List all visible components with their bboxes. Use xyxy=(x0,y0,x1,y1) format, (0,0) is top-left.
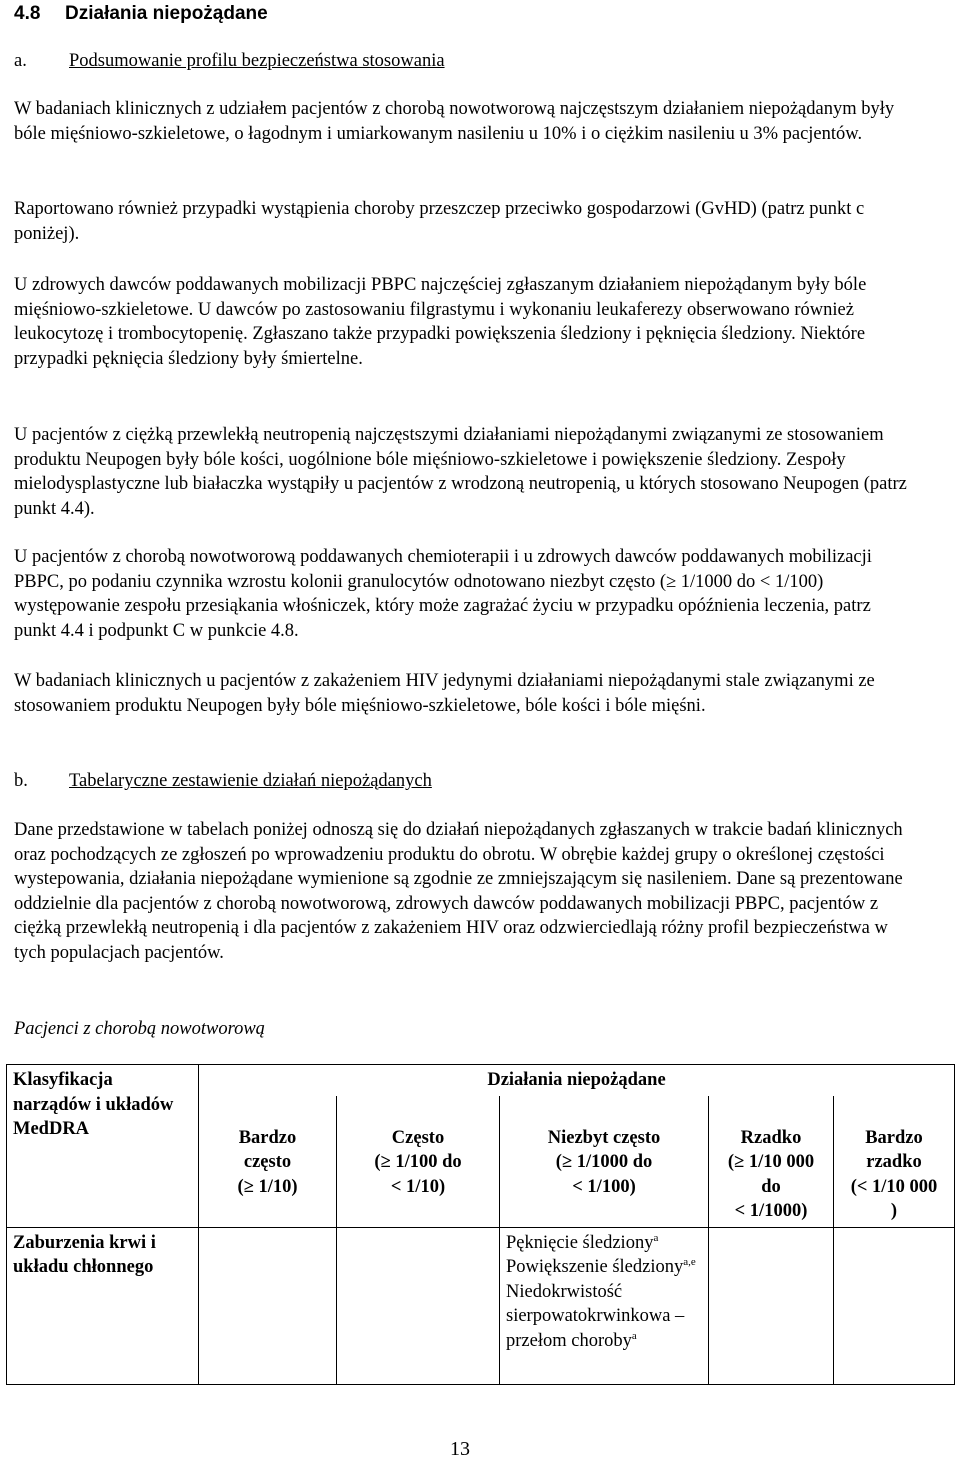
cell-very-rare xyxy=(834,1227,955,1384)
freq-header-common: Często (≥ 1/100 do < 1/10) xyxy=(337,1096,500,1228)
subsection-a-heading xyxy=(14,49,445,73)
paragraph-a-6: W badaniach klinicznych u pacjentów z zakażeniem HIV jedynymi działaniami niepożądanymi stale związanymi ze stosowaniem produktu Neupogen były bóle mięśniowo-szkieletowe, bóle kości i bóle mięśni. xyxy=(14,671,875,716)
freq-header-rare: Rzadko (≥ 1/10 000 do < 1/1000) xyxy=(709,1096,834,1228)
cell-very-common xyxy=(199,1227,337,1384)
freq-header-very-rare: Bardzo rzadko (< 1/10 000 ) xyxy=(834,1096,955,1228)
subsection-b-letter: b. xyxy=(14,771,28,791)
subsection-b-heading xyxy=(14,769,432,793)
paragraph-b: Dane przedstawione w tabelach poniżej odnoszą się do działań niepożądanych zgłaszanych w trakcie badań klinicznych oraz pochodzących ze zgłoszeń po wprowadzeniu produktu do obrotu. W obrębie każdej grupy o określonej częstości wystepowania, działania niepożądane wymienione są zgodnie ze zmniejszającym się nasileniem. Dane są prezentowane oddzielnie dla pacjentów z chorobą nowotworową, zdrowych dawców poddawanych mobilizacji PBPC, pacjentów z ciężką przewlekłą neutropenią i dla pacjentów z zakażeniem HIV oraz odzwierciedlają różny profil bezpieczeństwa w tych populacjach pacjentów. xyxy=(14,820,903,963)
freq-header-uncommon: Niezbyt często (≥ 1/1000 do < 1/100) xyxy=(500,1096,709,1228)
paragraph-a-3: U zdrowych dawców poddawanych mobilizacji PBPC najczęściej zgłaszanym działaniem niepożądanym były bóle mięśniowo-szkieletowe. U dawców po zastosowaniu filgrastymu i wykonaniu leukaferezy obserwowano również leukocytozę i trombocytopenię. Zgłaszano także przypadki powiększenia śledziony i pęknięcia śledziony. Niektóre przypadki pęknięcia śledziony były śmiertelne. xyxy=(14,275,867,369)
table-header-row xyxy=(7,1065,955,1096)
col-header-soc: Klasyfikacja narządów i układów MedDRA xyxy=(7,1065,199,1228)
subsection-a-title: Podsumowanie profilu bezpieczeństwa stosowania xyxy=(69,51,445,71)
paragraph-a-1: W badaniach klinicznych z udziałem pacjentów z chorobą nowotworową najczęstszym działaniem niepożądanym były bóle mięśniowo-szkieletowe, o łagodnym i umiarkowanym nasileniu u 10% i o ciężkim nasileniu u 3% pacjentów. xyxy=(14,99,895,144)
cell-rare xyxy=(709,1227,834,1384)
adverse-events-table xyxy=(6,1064,955,1385)
ae-item: Pęknięcie śledziony$^a$ xyxy=(506,1231,659,1253)
page-number: 13 xyxy=(450,1438,470,1460)
ae-item: Powiększenie śledziony$^{a,e}$ xyxy=(506,1255,696,1277)
section-heading xyxy=(14,2,268,26)
paragraph-a-2: Raportowano również przypadki wystąpienia choroby przeszczep przeciwko gospodarzowi (GvHD) (patrz punkt c poniżej). xyxy=(14,199,865,244)
col-group-header: Działania niepożądane xyxy=(199,1065,955,1096)
cell-uncommon xyxy=(500,1227,709,1384)
row-soc-blood: Zaburzenia krwi i układu chłonnego xyxy=(7,1227,199,1384)
subsection-b-title: Tabelaryczne zestawienie działań niepożądanych xyxy=(69,771,432,791)
freq-header-very-common: Bardzo często (≥ 1/10) xyxy=(199,1096,337,1228)
section-title: Działania niepożądane xyxy=(65,3,268,24)
table-row xyxy=(7,1227,955,1384)
paragraph-a-4: U pacjentów z ciężką przewlekłą neutropenią najczęstszymi działaniami niepożądanymi związanymi ze stosowaniem produktu Neupogen były bóle kości, uogólnione bóle mięśniowo-szkieletowe i powiększenie śledziony. Zespoły mielodysplastyczne lub białaczka wystąpiły u pacjentów z wrodzoną neutropenią, u których stosowano Neupogen (patrz punkt 4.4). xyxy=(14,425,907,519)
paragraph-a-5: U pacjentów z chorobą nowotworową poddawanych chemioterapii i u zdrowych dawców poddawanych mobilizacji PBPC, po podaniu czynnika wzrostu kolonii granulocytów odnotowano niezbyt często (≥ 1/1000 do < 1/100) występowanie zespołu przesiąkania włośniczek, który może zagrażać życiu w przypadku opóźnienia leczenia, patrz punkt 4.4 i podpunkt C w punkcie 4.8. xyxy=(14,547,872,641)
ae-item: Niedokrwistość sierpowatokrwinkowa – przełom choroby$^a$ xyxy=(506,1281,685,1351)
cell-common xyxy=(337,1227,500,1384)
subsection-a-letter: a. xyxy=(14,51,27,71)
section-number: 4.8 xyxy=(14,3,41,24)
table-caption: Pacjenci z chorobą nowotworową xyxy=(14,1019,265,1039)
